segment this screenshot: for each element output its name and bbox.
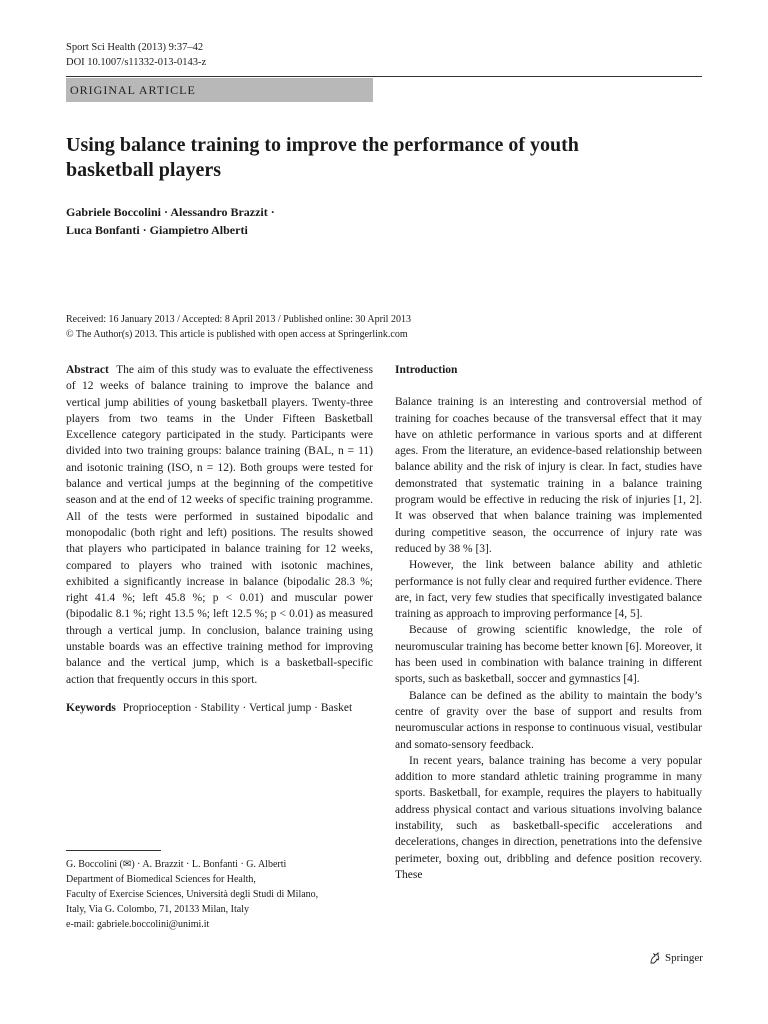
intro-paragraph: Balance can be defined as the ability to maintain the body’s centre of gravity over the base of support and results from neuromuscular actions in response to continuous visual, vestibular and somato-sensory feedback. [395, 689, 702, 751]
journal-citation: Sport Sci Health (2013) 9:37–42 [66, 42, 204, 53]
article-type-banner: ORIGINAL ARTICLE [66, 78, 373, 102]
intro-paragraph: However, the link between balance ability and athletic performance is not fully clear and required further evidence. There are, in fact, very few studies that specifically investigated balance training as approach to improving performance [4, 5]. [395, 559, 702, 621]
article-title: Using balance training to improve the performance of youth basketball players [66, 134, 579, 181]
keywords-label: Keywords [66, 701, 116, 714]
affiliation-names: G. Boccolini (✉) · A. Brazzit · L. Bonfanti · G. Alberti [66, 859, 287, 870]
springer-horse-icon [648, 951, 662, 965]
authors-line-1: Gabriele Boccolini · Alessandro Brazzit · [66, 205, 275, 219]
history-dates: Received: 16 January 2013 / Accepted: 8 April 2013 / Published online: 30 April 2013 [66, 314, 411, 325]
affiliation-address: Italy, Via G. Colombo, 71, 20133 Milan, Italy [66, 904, 249, 915]
publisher-name: Springer [665, 952, 703, 964]
keywords [66, 700, 373, 716]
article-history [66, 312, 686, 342]
affiliation-faculty: Faculty of Exercise Sciences, Università degli Studi di Milano, [66, 889, 319, 900]
license-note: © The Author(s) 2013. This article is published with open access at Springerlink.com [66, 329, 408, 340]
right-column [395, 362, 702, 883]
journal-header [66, 40, 206, 70]
affiliation-footnote [66, 857, 373, 932]
affiliation-email: e-mail: gabriele.boccolini@unimi.it [66, 919, 210, 930]
intro-paragraph: Because of growing scientific knowledge, the role of neuromuscular training has become better known [6]. Moreover, it has been used in combination with balance training in different sports, such as basketball, soccer and gymnastics [4]. [395, 624, 702, 686]
intro-paragraph: Balance training is an interesting and controversial method of training for coaches because of the transversal effect that it may have on athletic performance in various sports and at different ages. From the literature, an evidence-based relationship between balance ability and the risk of injury is clear. In fact, studies have demonstrated that systematic training in a balance training program would be effective in reducing the risk of injuries [1, 2]. It was observed that when balance training was implemented during competitive season, the occurrence of injury rate was reduced by 38 % [3]. [395, 396, 702, 555]
author-list [66, 203, 466, 239]
doi: DOI 10.1007/s11332-013-0143-z [66, 57, 207, 68]
intro-paragraph: In recent years, balance training has become a very popular addition to more standard athletic training programme in many sports. Basketball, for example, requires the players to habitually address physical contact and various situations involving balance instability, such as basketball-specific accelerations and decelerations, changes in direction, penetrations into the defensive perimeter, boxing out, dribbling and defence position recovery. These [395, 754, 702, 881]
keywords-text: Proprioception · Stability · Vertical jump · Basket [122, 701, 353, 714]
authors-line-2: Luca Bonfanti · Giampietro Alberti [66, 223, 248, 237]
publisher-logo [648, 951, 703, 965]
footnote-rule [66, 850, 161, 851]
abstract [66, 362, 373, 688]
introduction-heading: Introduction [395, 364, 458, 376]
abstract-text: The aim of this study was to evaluate the effectiveness of 12 weeks of balance training to improve the balance and vertical jump abilities of young basketball players. Twenty-three players from two teams in the Under Fifteen Basketball Excellence category participated in the study. Participants were divided into two training groups: balance training (BAL, n = 11) and isotonic training (ISO, n = 12). Both groups were tested for balance and vertical jumps at the beginning of the competitive season and at the end of 12 weeks of specific training programme. All of the tests were performed in sustained bipodalic and monopodalic (both right and left) positions. The results showed that players who participated in balance training for 12 weeks, compared to players who trained with isotonic machines, exhibited a significantly increase in balance (bipodalic 28.3 %; right 41.4 %; left 45.8 %; p < 0.01) and muscular power (bipodalic 8.1 %; right 13.5 %; left 12.5 %; p < 0.01) as measured through a vertical jump. In conclusion, balance training using unstable boards was an effective training method for improving balance and the vertical jump, which is a basketball-specific action that frequently occurs in this sport. [66, 364, 373, 686]
header-rule [66, 76, 702, 77]
left-column [66, 362, 373, 716]
affiliation-dept: Department of Biomedical Sciences for Health, [66, 874, 256, 885]
abstract-label: Abstract [66, 364, 109, 376]
